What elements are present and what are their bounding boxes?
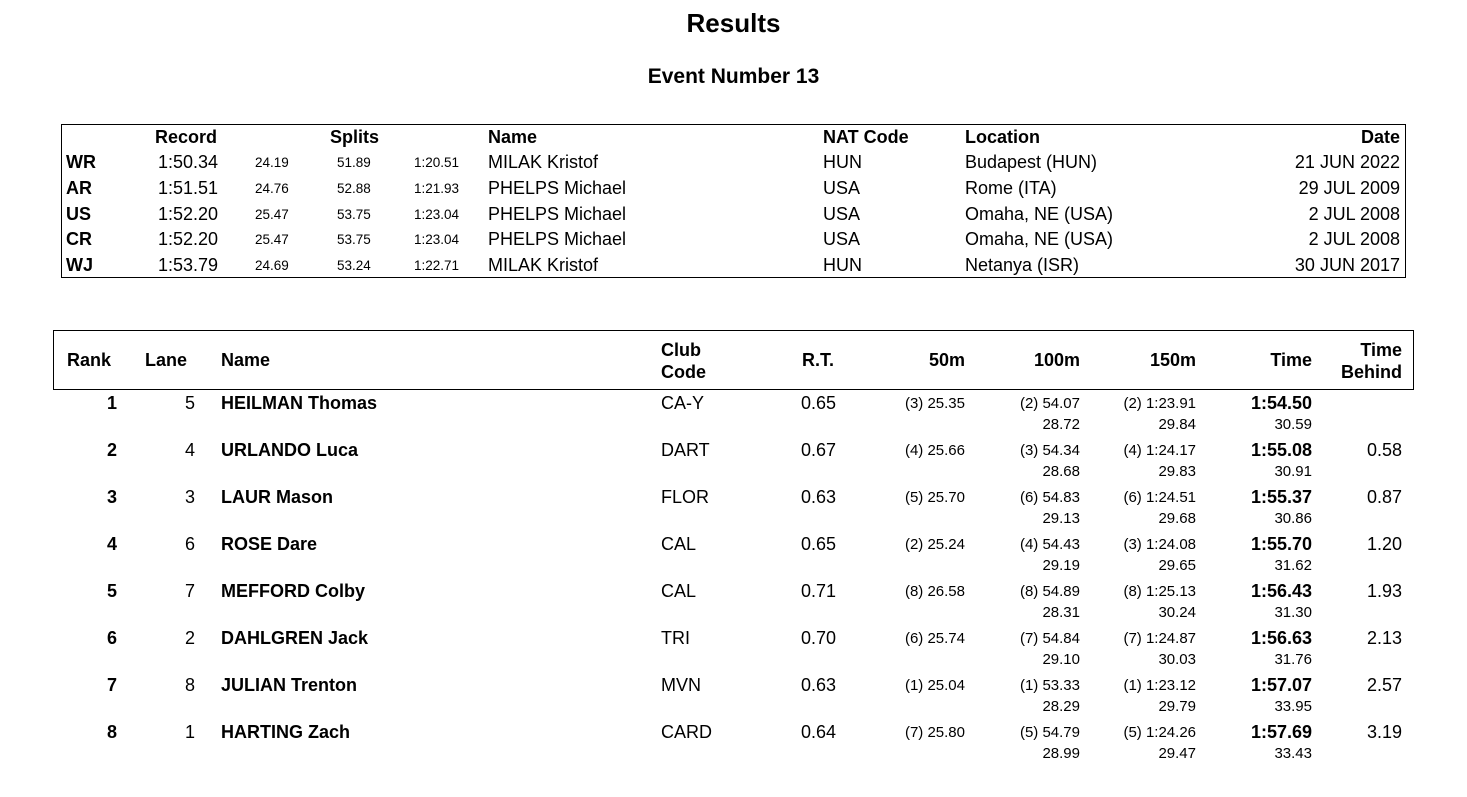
result-time-behind: 3.19 [1366, 722, 1402, 742]
records-header-location: Location [965, 127, 1040, 147]
result-split-50m: (7) 25.80 [904, 724, 965, 741]
result-swimmer-name: DAHLGREN Jack [221, 628, 369, 648]
records-header-record: Record [155, 127, 218, 147]
results-header-rank: Rank [67, 350, 112, 370]
result-split-50m: (8) 26.58 [904, 583, 965, 600]
result-lane: 3 [184, 487, 195, 507]
results-header-club-line2: Code [661, 362, 706, 382]
result-rank: 7 [106, 675, 117, 695]
result-final-time: 1:56.63 [1250, 628, 1312, 648]
record-nat: USA [823, 229, 861, 250]
result-final-time: 1:55.37 [1250, 487, 1312, 507]
result-lap-final: 30.59 [1274, 416, 1312, 433]
result-final-time: 1:54.50 [1250, 393, 1312, 413]
record-date: 29 JUL 2009 [1298, 177, 1400, 198]
result-lap-100m: 28.99 [1042, 745, 1080, 762]
record-split-150: 1:22.71 [414, 258, 460, 274]
record-split-150: 1:20.51 [414, 155, 460, 170]
event-number: Event Number 13 [647, 65, 820, 88]
record-holder: PHELPS Michael [488, 177, 627, 198]
result-club-code: DART [661, 440, 710, 460]
result-final-time: 1:55.70 [1250, 534, 1312, 554]
result-club-code: CARD [661, 722, 713, 742]
record-location: Budapest (HUN) [965, 152, 1098, 172]
result-swimmer-name: URLANDO Luca [221, 440, 359, 460]
result-time-behind: 1.93 [1366, 581, 1402, 601]
record-code: US [66, 203, 92, 224]
results-header-name: Name [221, 350, 271, 370]
record-split-100: 53.75 [337, 206, 371, 222]
record-split-150: 1:21.93 [414, 180, 460, 196]
record-code: WR [66, 152, 96, 172]
result-rank: 5 [106, 581, 117, 601]
result-reaction-time: 0.63 [801, 487, 837, 507]
page-title: Results [686, 8, 781, 38]
record-location: Omaha, NE (USA) [965, 229, 1114, 250]
result-reaction-time: 0.70 [801, 628, 837, 648]
result-lap-final: 30.91 [1274, 463, 1312, 480]
result-split-150m: (1) 1:23.12 [1123, 677, 1196, 694]
result-club-code: MVN [661, 675, 701, 695]
result-final-time: 1:55.08 [1250, 440, 1312, 460]
result-final-time: 1:57.69 [1250, 722, 1312, 742]
result-lap-150m: 29.84 [1158, 416, 1196, 433]
result-split-150m: (7) 1:24.87 [1123, 630, 1196, 647]
result-swimmer-name: JULIAN Trenton [221, 675, 358, 695]
results-header-behind-line2: Behind [1341, 362, 1402, 382]
result-lap-final: 33.43 [1274, 745, 1312, 762]
result-split-100m: (3) 54.34 [1019, 442, 1080, 459]
result-lane: 2 [184, 628, 195, 648]
record-date: 21 JUN 2022 [1294, 152, 1400, 172]
results-header-time: Time [1270, 350, 1312, 370]
result-club-code: CA-Y [661, 393, 705, 413]
result-lane: 4 [184, 440, 195, 460]
result-final-time: 1:56.43 [1250, 581, 1312, 601]
result-time-behind: 0.87 [1366, 487, 1402, 507]
result-lap-final: 30.86 [1274, 510, 1312, 527]
record-split-150: 1:23.04 [414, 232, 460, 248]
result-lap-100m: 29.10 [1042, 651, 1080, 668]
record-date: 30 JUN 2017 [1294, 255, 1400, 276]
result-reaction-time: 0.64 [801, 722, 837, 742]
result-lap-100m: 29.19 [1042, 557, 1080, 574]
result-split-100m: (7) 54.84 [1019, 630, 1080, 647]
result-lap-100m: 29.13 [1042, 510, 1080, 527]
records-header-splits: Splits [330, 127, 380, 147]
result-lane: 5 [184, 393, 195, 413]
record-split-100: 53.24 [337, 258, 371, 274]
result-club-code: FLOR [661, 487, 710, 507]
result-rank: 1 [106, 393, 117, 413]
record-location: Rome (ITA) [965, 177, 1057, 198]
record-code: WJ [66, 255, 93, 276]
result-club-code: TRI [661, 628, 690, 648]
result-swimmer-name: LAUR Mason [221, 487, 333, 507]
record-nat: HUN [823, 152, 862, 172]
result-lane: 7 [184, 581, 195, 601]
result-time-behind: 2.13 [1366, 628, 1402, 648]
result-reaction-time: 0.63 [801, 675, 837, 695]
result-lap-150m: 30.24 [1158, 604, 1196, 621]
result-lap-150m: 29.79 [1158, 698, 1196, 715]
record-location: Netanya (ISR) [965, 255, 1080, 276]
result-club-code: CAL [661, 534, 697, 554]
results-header-club-line1: Club [661, 340, 701, 360]
results-header-lane: Lane [145, 350, 188, 370]
record-holder: PHELPS Michael [488, 229, 627, 250]
record-holder: MILAK Kristof [488, 255, 599, 276]
result-rank: 8 [106, 722, 117, 742]
record-time: 1:53.79 [158, 255, 219, 276]
record-split-50: 25.47 [255, 232, 289, 248]
results-header-rt: R.T. [802, 350, 835, 370]
result-split-150m: (5) 1:24.26 [1123, 724, 1196, 741]
record-split-50: 25.47 [255, 206, 289, 222]
record-time: 1:52.20 [158, 229, 219, 250]
result-split-100m: (8) 54.89 [1019, 583, 1080, 600]
record-split-50: 24.19 [255, 155, 289, 170]
result-final-time: 1:57.07 [1250, 675, 1312, 695]
result-split-150m: (3) 1:24.08 [1123, 536, 1196, 553]
records-header-date: Date [1360, 127, 1400, 147]
result-lane: 1 [184, 722, 195, 742]
result-split-100m: (6) 54.83 [1019, 489, 1080, 506]
result-time-behind: 2.57 [1366, 675, 1402, 695]
result-split-50m: (1) 25.04 [904, 677, 965, 694]
result-rank: 4 [106, 534, 117, 554]
result-reaction-time: 0.65 [801, 534, 837, 554]
record-nat: HUN [823, 255, 862, 276]
record-time: 1:52.20 [158, 203, 219, 224]
result-lap-150m: 29.83 [1158, 463, 1196, 480]
result-reaction-time: 0.65 [801, 393, 837, 413]
record-split-150: 1:23.04 [414, 206, 460, 222]
result-lap-150m: 29.68 [1158, 510, 1196, 527]
results-header-50m: 50m [928, 350, 965, 370]
record-date: 2 JUL 2008 [1308, 229, 1400, 250]
results-header-time-behind [1312, 339, 1402, 383]
records-header-nat: NAT Code [823, 127, 909, 147]
result-lap-100m: 28.68 [1042, 463, 1080, 480]
record-code: CR [66, 229, 92, 250]
record-holder: PHELPS Michael [488, 203, 627, 224]
record-split-100: 51.89 [337, 155, 371, 170]
result-lap-final: 31.76 [1274, 651, 1312, 668]
result-swimmer-name: MEFFORD Colby [221, 581, 365, 601]
result-reaction-time: 0.67 [801, 440, 837, 460]
result-split-100m: (2) 54.07 [1019, 395, 1080, 412]
record-nat: USA [823, 203, 861, 224]
result-lap-150m: 29.47 [1158, 745, 1196, 762]
record-split-50: 24.69 [255, 258, 289, 274]
result-split-100m: (4) 54.43 [1019, 536, 1080, 553]
result-split-50m: (3) 25.35 [904, 395, 965, 412]
record-split-100: 53.75 [337, 232, 371, 248]
result-lap-final: 33.95 [1274, 698, 1312, 715]
result-split-150m: (2) 1:23.91 [1123, 395, 1196, 412]
result-swimmer-name: HARTING Zach [221, 722, 351, 742]
result-rank: 2 [106, 440, 117, 460]
result-lap-150m: 29.65 [1158, 557, 1196, 574]
result-swimmer-name: HEILMAN Thomas [221, 393, 378, 413]
result-split-50m: (5) 25.70 [904, 489, 965, 506]
result-split-150m: (4) 1:24.17 [1123, 442, 1196, 459]
record-time: 1:51.51 [158, 177, 219, 198]
result-split-100m: (1) 53.33 [1019, 677, 1080, 694]
result-club-code: CAL [661, 581, 697, 601]
result-lap-100m: 28.31 [1042, 604, 1080, 621]
result-rank: 3 [106, 487, 117, 507]
result-reaction-time: 0.71 [801, 581, 837, 601]
result-split-150m: (6) 1:24.51 [1123, 489, 1196, 506]
results-header-club [661, 339, 706, 383]
result-lap-100m: 28.29 [1042, 698, 1080, 715]
results-header-behind-line1: Time [1360, 340, 1402, 360]
result-lap-final: 31.30 [1274, 604, 1312, 621]
result-split-50m: (4) 25.66 [904, 442, 965, 459]
result-lap-150m: 30.03 [1158, 651, 1196, 668]
result-time-behind: 0.58 [1366, 440, 1402, 460]
record-time: 1:50.34 [158, 152, 219, 172]
result-lap-100m: 28.72 [1042, 416, 1080, 433]
result-split-100m: (5) 54.79 [1019, 724, 1080, 741]
record-nat: USA [823, 177, 861, 198]
result-lane: 8 [184, 675, 195, 695]
records-header-name: Name [488, 127, 538, 147]
result-lane: 6 [184, 534, 195, 554]
result-split-50m: (2) 25.24 [904, 536, 965, 553]
record-date: 2 JUL 2008 [1308, 203, 1400, 224]
record-split-100: 52.88 [337, 180, 371, 196]
record-holder: MILAK Kristof [488, 152, 599, 172]
result-time-behind: 1.20 [1366, 534, 1402, 554]
result-split-50m: (6) 25.74 [904, 630, 965, 647]
results-header-100m: 100m [1033, 350, 1080, 370]
record-code: AR [66, 177, 92, 198]
results-header-150m: 150m [1149, 350, 1196, 370]
result-split-150m: (8) 1:25.13 [1123, 583, 1196, 600]
result-lap-final: 31.62 [1274, 557, 1312, 574]
result-swimmer-name: ROSE Dare [221, 534, 318, 554]
record-location: Omaha, NE (USA) [965, 203, 1114, 224]
result-rank: 6 [106, 628, 117, 648]
record-split-50: 24.76 [255, 180, 289, 196]
